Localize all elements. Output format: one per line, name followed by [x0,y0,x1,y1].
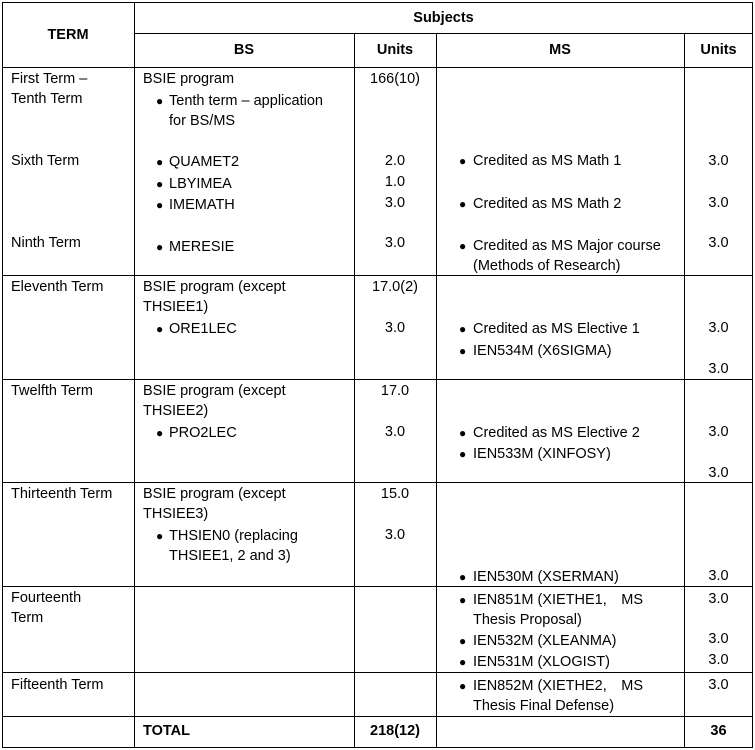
border-left [2,2,3,748]
bullet: ● [459,447,467,461]
ms-units: 3.0 [708,591,729,607]
total-bs-units: 218(12) [370,723,420,739]
header-term: TERM [47,27,89,43]
bs-program-units: 17.0(2) [372,279,418,295]
ms-units: 3.0 [708,361,729,377]
term-label: First Term – [11,71,88,87]
ms-course: Credited as MS Math 1 [473,153,622,169]
bullet: ● [459,426,467,440]
header-bs-units: Units [376,42,414,58]
ms-course: IEN851M (XIETHE1, MS [473,592,644,608]
ms-course: Thesis Final Defense) [473,698,615,714]
header-ms: MS [549,42,571,58]
bullet: ● [156,155,164,169]
bullet: ● [156,426,164,440]
term-label: Fifteenth Term [11,677,104,693]
ms-units: 3.0 [708,235,729,251]
bs-program: THSIEE2) [143,403,209,419]
divider-total [2,716,753,717]
bs-units: 3.0 [384,320,406,336]
ms-units: 3.0 [708,424,729,440]
header-bs: BS [233,42,255,58]
divider-row-4 [2,586,753,587]
ms-units: 3.0 [708,631,729,647]
term-label: Sixth Term [11,153,80,169]
bs-units: 2.0 [384,153,406,169]
ms-units: 3.0 [708,568,729,584]
bs-units: 3.0 [384,527,406,543]
bullet: ● [156,177,164,191]
ms-course: IEN532M (XLEANMA) [473,633,617,649]
divider-subjects [134,33,753,34]
bullet: ● [156,529,164,543]
bs-program-units: 166(10) [370,71,420,87]
ms-units: 3.0 [708,195,729,211]
ms-course: Credited as MS Elective 2 [473,425,640,441]
bs-course: THSIEE1, 2 and 3) [169,548,291,564]
bullet: ● [459,634,467,648]
ms-course: (Methods of Research) [473,258,621,274]
ms-units: 3.0 [708,465,729,481]
term-label: Tenth Term [11,91,83,107]
bs-course: IMEMATH [169,197,235,213]
ms-course: IEN530M (XSERMAN) [473,569,619,585]
bs-program: BSIE program (except [143,383,286,399]
bs-units: 1.0 [384,174,406,190]
bs-program: THSIEE1) [143,299,209,315]
border-bottom [2,747,753,748]
bullet: ● [156,240,164,254]
header-subjects: Subjects [413,10,474,26]
bs-program: THSIEE3) [143,506,209,522]
ms-units: 3.0 [708,320,729,336]
bullet: ● [156,322,164,336]
ms-course: IEN533M (XINFOSY) [473,446,611,462]
bs-course: for BS/MS [169,113,236,129]
ms-course: Credited as MS Math 2 [473,196,622,212]
bs-course: MERESIE [169,239,235,255]
divider-row-2 [2,379,753,380]
ms-course: Thesis Proposal) [473,612,582,628]
col-line-term [134,2,135,748]
total-label: TOTAL [143,723,190,739]
ms-units: 3.0 [708,652,729,668]
total-ms-units: 36 [710,723,727,739]
term-label: Fourteenth [11,590,82,606]
term-label: Eleventh Term [11,279,104,295]
term-label: Thirteenth Term [11,486,113,502]
divider-row-1 [2,275,753,276]
bullet: ● [459,239,467,253]
bullet: ● [459,655,467,669]
bs-units: 3.0 [384,424,406,440]
divider-row-5 [2,672,753,673]
divider-header [2,67,753,68]
bullet: ● [156,198,164,212]
ms-course: IEN531M (XLOGIST) [473,654,610,670]
ms-units: 3.0 [708,677,729,693]
bs-units: 3.0 [384,235,406,251]
bs-units: 3.0 [384,195,406,211]
bs-course: PRO2LEC [169,425,237,441]
bs-program: BSIE program [143,71,235,87]
ms-course: Credited as MS Major course [473,238,661,254]
term-label: Ninth Term [11,235,81,251]
bs-program: BSIE program (except [143,486,286,502]
term-label: Term [11,610,44,626]
curriculum-table [2,2,753,748]
bs-program-units: 15.0 [380,486,410,502]
bs-program-units: 17.0 [380,383,410,399]
border-top [2,2,753,3]
bullet: ● [459,344,467,358]
ms-units: 3.0 [708,153,729,169]
bs-program: BSIE program (except [143,279,286,295]
bs-course: LBYIMEA [169,176,232,192]
bullet: ● [459,154,467,168]
bullet: ● [459,570,467,584]
bullet: ● [156,94,164,108]
bullet: ● [459,593,467,607]
bs-course: Tenth term – application [169,93,323,109]
header-ms-units: Units [700,42,737,58]
bullet: ● [459,322,467,336]
bs-course: THSIEN0 (replacing [169,528,298,544]
bs-course: QUAMET2 [169,154,240,170]
ms-course: IEN534M (X6SIGMA) [473,343,612,359]
bullet: ● [459,197,467,211]
ms-course: Credited as MS Elective 1 [473,321,640,337]
col-line-ms [436,33,437,748]
divider-row-3 [2,482,753,483]
term-label: Twelfth Term [11,383,93,399]
bullet: ● [459,679,467,693]
ms-course: IEN852M (XIETHE2, MS [473,678,644,694]
bs-course: ORE1LEC [169,321,237,337]
